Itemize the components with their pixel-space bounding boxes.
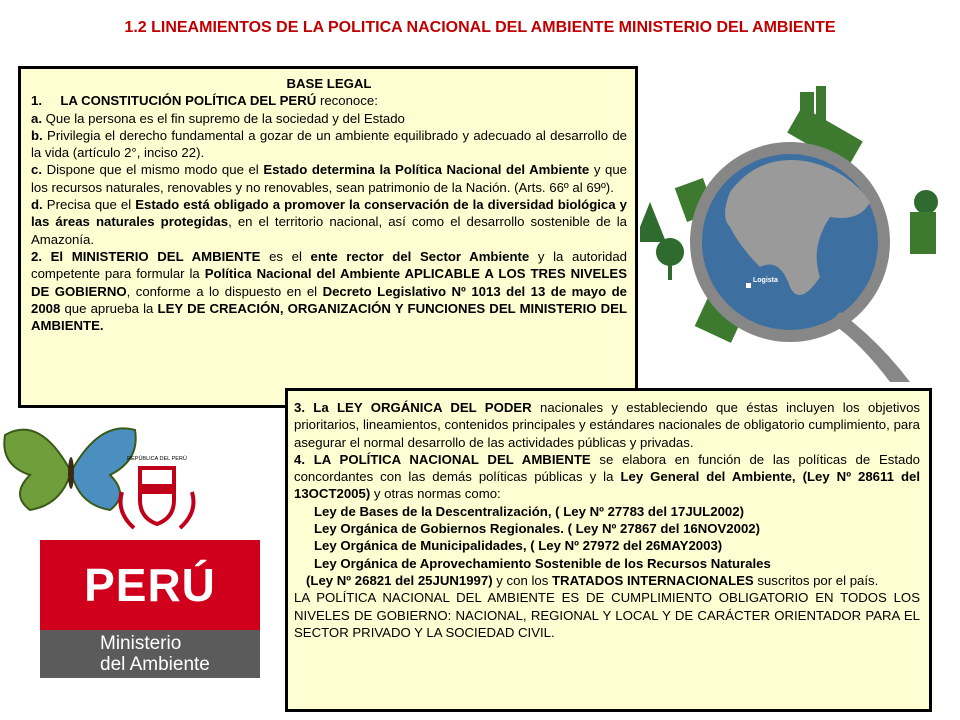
law-4-detail: (Ley Nº 26821 del 25JUN1997) y con los TRATADOS INTERNACIONALES suscritos por el país. — [306, 572, 879, 588]
logo-brand: PERÚ — [84, 559, 216, 611]
law-2: Ley Orgánica de Gobiernos Regionales. ( Ley Nº 27867 del 16NOV2002) — [314, 521, 761, 537]
item-c: c. Dispone que el mismo modo que el Estado determina la Política Nacional del Ambiente y que los recursos naturales, renovables y no renovables, sean patrimonio de la Nación. (Arts. 66º al 69º). — [31, 162, 627, 195]
item-2: 2. El MINISTERIO DEL AMBIENTE es el ente rector del Sector Ambiente y la autoridad competente para formular la Política Nacional del Ambiente APLICABLE A LOS TRES NIVELES DE GOBIERNO, conforme a lo dispuesto en el Decreto Legislativo Nº 1013 del 13 de mayo de 2008 que aprueba la LEY DE CREACIÓN, ORGANIZACIÓN Y FUNCIONES DEL MINISTERIO DEL AMBIENTE. — [31, 248, 627, 334]
magnifier-handle — [830, 312, 910, 382]
earth-illustration — [640, 82, 960, 382]
item-4: 4. LA POLÍTICA NACIONAL DEL AMBIENTE se elabora en función de las políticas de Estado concordantes con las demás políticas públicas y la Ley General del Ambiente, (Ley Nº 28611 del 13OCT2005) y otras normas como: — [294, 451, 921, 502]
law-1: Ley de Bases de la Descentralización, ( Ley Nº 27783 del 17JUL2002) — [314, 503, 744, 519]
item-3: 3. La LEY ORGÁNICA DEL PODER nacionales y estableciendo que éstas incluyen los objetivos prioritarios, lineamientos, contenidos principales y estándares nacionales de obligatorio cumplimiento, para asegurar el normal desarrollo de las actividades públicas y privadas. — [294, 400, 920, 450]
location-marker-icon — [746, 283, 751, 288]
law-4: Ley Orgánica de Aprovechamiento Sostenible de los Recursos Naturales — [314, 555, 771, 571]
final-statement: LA POLÍTICA NACIONAL DEL AMBIENTE ES DE CUMPLIMIENTO OBLIGATORIO EN TODOS LOS NIVELES DE GOBIERNO: NACIONAL, REGIONAL Y LOCAL Y DE CARÁCTER ORIENTADOR PARA EL SECTOR PRIVADO Y LA SOCIEDAD CIVIL. — [294, 590, 920, 640]
item-b: b. Privilegia el derecho fundamental a gozar de un ambiente equilibrado y adecuado al desarrollo de la vida (artículo 2°, inciso 22). — [31, 127, 627, 161]
item-1: 1. LA CONSTITUCIÓN POLÍTICA DEL PERÚ reconoce: — [31, 93, 378, 109]
item-a: a. Que la persona es el fin supremo de la sociedad y del Estado — [31, 110, 405, 126]
box-heading: BASE LEGAL — [286, 76, 372, 91]
logo-line1: Ministerio — [100, 633, 182, 654]
shield-caption: REPÚBLICA DEL PERÚ — [127, 456, 187, 462]
policy-details-box — [285, 388, 932, 712]
page-title: 1.2 LINEAMIENTOS DE LA POLITICA NACIONAL DEL AMBIENTE MINISTERIO DEL AMBIENTE — [124, 19, 836, 36]
ministry-logo — [40, 540, 260, 678]
logo-line2: del Ambiente — [100, 654, 210, 675]
legal-basis-box — [18, 66, 638, 408]
item-d: d. Precisa que el Estado está obligado a promover la conservación de la diversidad biológica y las áreas naturales protegidas, en el territorio nacional, así como el desarrollo sostenible de la Amazonía. — [31, 197, 627, 247]
earth-label: Logista — [753, 277, 778, 284]
peru-coat-of-arms — [112, 448, 202, 538]
law-3: Ley Orgánica de Municipalidades, ( Ley Nº 27972 del 26MAY2003) — [314, 538, 723, 554]
